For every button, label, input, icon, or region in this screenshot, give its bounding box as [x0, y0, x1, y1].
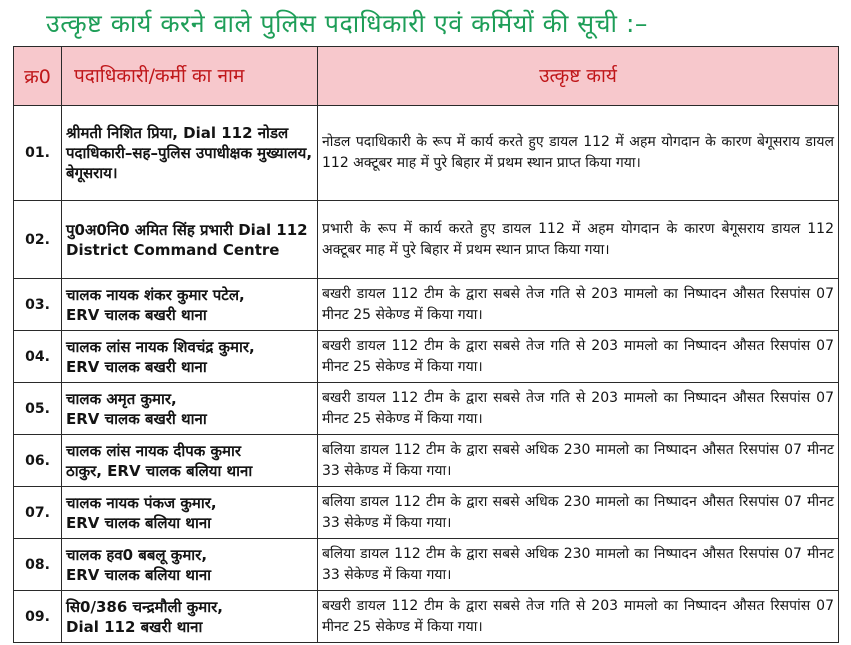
name-cell — [62, 279, 318, 331]
serial-cell: 05. — [14, 383, 62, 435]
name-cell — [62, 435, 318, 487]
name-line-1: चालक लांस नायक दीपक कुमार — [66, 441, 242, 460]
work-cell: बखरी डायल 112 टीम के द्वारा सबसे तेज गति से 203 मामलो का निष्पादन औसत रिसपांस 07 मीनट 25 सेकेण्ड में किया गया। — [318, 591, 839, 643]
table-row — [14, 106, 839, 201]
work-cell: नोडल पदाधिकारी के रूप में कार्य करते हुए डायल 112 में अहम योगदान के कारण बेगूसराय डायल 112 अक्टूबर माह में पुरे बिहार में प्रथम स्थान प्राप्त किया गया। — [318, 106, 839, 201]
header-name: पदाधिकारी/कर्मी का नाम — [62, 47, 318, 106]
serial-cell: 04. — [14, 331, 62, 383]
name-line-2: Dial 112 बखरी थाना — [66, 617, 203, 636]
name-line-2: ERV चालक बलिया थाना — [66, 565, 212, 584]
work-cell: बलिया डायल 112 टीम के द्वारा सबसे अधिक 230 मामलो का निष्पादन औसत रिसपांस 07 मीनट 33 सेकेण्ड में किया गया। — [318, 435, 839, 487]
name-line-2: ERV चालक बखरी थाना — [66, 305, 207, 324]
serial-cell: 09. — [14, 591, 62, 643]
name-cell — [62, 383, 318, 435]
table-row — [14, 591, 839, 643]
name-line-2: ERV चालक बलिया थाना — [66, 513, 212, 532]
serial-cell: 02. — [14, 201, 62, 279]
work-cell: प्रभारी के रूप में कार्य करते हुए डायल 112 में अहम योगदान के कारण बेगूसराय डायल 112 अक्टूबर माह में पुरे बिहार में प्रथम स्थान प्राप्त किया गया। — [318, 201, 839, 279]
header-serial: क्र0 — [14, 47, 62, 106]
table-row — [14, 279, 839, 331]
serial-cell: 03. — [14, 279, 62, 331]
name-line-1: सि0/386 चन्द्रमौली कुमार, — [66, 597, 223, 616]
serial-cell: 01. — [14, 106, 62, 201]
serial-cell: 06. — [14, 435, 62, 487]
table-row — [14, 539, 839, 591]
table-row — [14, 383, 839, 435]
name-cell: श्रीमती निशित प्रिया, Dial 112 नोडल पदाधिकारी–सह–पुलिस उपाधीक्षक मुख्यालय, बेगूसराय। — [62, 106, 318, 201]
name-cell — [62, 331, 318, 383]
name-line-2: ठाकुर, ERV चालक बलिया थाना — [66, 461, 253, 480]
table-row — [14, 201, 839, 279]
table-row — [14, 331, 839, 383]
name-line-1: चालक नायक शंकर कुमार पटेल, — [66, 285, 245, 304]
name-cell — [62, 487, 318, 539]
page-title: उत्कृष्ट कार्य करने वाले पुलिस पदाधिकारी एवं कर्मियों की सूची :– — [46, 9, 648, 38]
serial-cell: 07. — [14, 487, 62, 539]
work-cell: बलिया डायल 112 टीम के द्वारा सबसे अधिक 230 मामलो का निष्पादन औसत रिसपांस 07 मीनट 33 सेकेण्ड में किया गया। — [318, 539, 839, 591]
header-work: उत्कृष्ट कार्य — [318, 47, 839, 106]
name-cell — [62, 539, 318, 591]
table-row — [14, 435, 839, 487]
work-cell: बखरी डायल 112 टीम के द्वारा सबसे तेज गति से 203 मामलो का निष्पादन औसत रिसपांस 07 मीनट 25 सेकेण्ड में किया गया। — [318, 383, 839, 435]
name-line-1: चालक नायक पंकज कुमार, — [66, 493, 217, 512]
work-cell: बखरी डायल 112 टीम के द्वारा सबसे तेज गति से 203 मामलो का निष्पादन औसत रिसपांस 07 मीनट 25 सेकेण्ड में किया गया। — [318, 331, 839, 383]
name-cell — [62, 591, 318, 643]
table-row — [14, 487, 839, 539]
table-header-row — [14, 47, 839, 106]
name-line-2: ERV चालक बखरी थाना — [66, 357, 207, 376]
work-cell: बखरी डायल 112 टीम के द्वारा सबसे तेज गति से 203 मामलो का निष्पादन औसत रिसपांस 07 मीनट 25 सेकेण्ड में किया गया। — [318, 279, 839, 331]
name-line-1: चालक हव0 बबलू कुमार, — [66, 545, 208, 564]
name-cell: पु0अ0नि0 अमित सिंह प्रभारी Dial 112 District Command Centre — [62, 201, 318, 279]
officers-table — [13, 46, 839, 643]
serial-cell: 08. — [14, 539, 62, 591]
work-cell: बलिया डायल 112 टीम के द्वारा सबसे अधिक 230 मामलो का निष्पादन औसत रिसपांस 07 मीनट 33 सेकेण्ड में किया गया। — [318, 487, 839, 539]
name-line-1: चालक अमृत कुमार, — [66, 389, 177, 408]
name-line-2: ERV चालक बखरी थाना — [66, 409, 207, 428]
name-line-1: चालक लांस नायक शिवचंद्र कुमार, — [66, 337, 255, 356]
